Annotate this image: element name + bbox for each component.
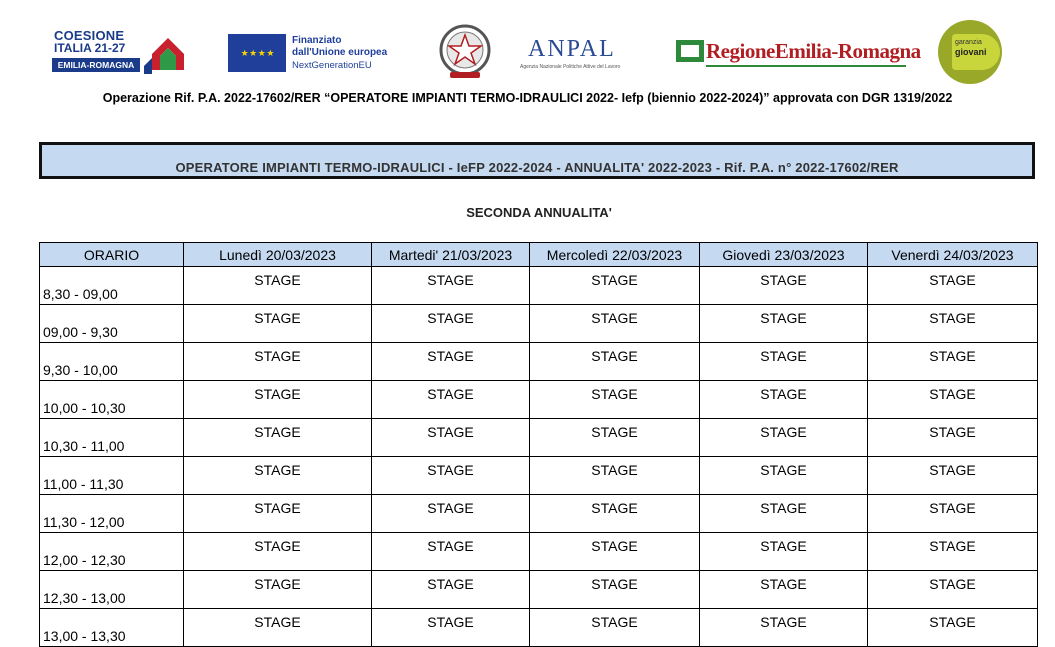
time-slot-cell: 12,00 - 12,30 <box>40 533 184 571</box>
activity-cell: STAGE <box>868 571 1038 609</box>
activity-cell: STAGE <box>530 305 700 343</box>
table-row <box>40 343 1038 381</box>
time-slot-cell: 11,30 - 12,00 <box>40 495 184 533</box>
activity-cell: STAGE <box>372 457 530 495</box>
table-row <box>40 457 1038 495</box>
activity-cell: STAGE <box>530 571 700 609</box>
activity-cell: STAGE <box>372 305 530 343</box>
activity-cell: STAGE <box>372 609 530 647</box>
activity-cell: STAGE <box>184 457 372 495</box>
activity-cell: STAGE <box>372 267 530 305</box>
eu-line2: dall'Unione europea <box>292 47 388 58</box>
activity-cell: STAGE <box>700 533 868 571</box>
time-slot-cell: 9,30 - 10,00 <box>40 343 184 381</box>
table-row <box>40 495 1038 533</box>
course-banner <box>39 142 1035 179</box>
time-slot-cell: 10,00 - 10,30 <box>40 381 184 419</box>
activity-cell: STAGE <box>530 381 700 419</box>
italian-republic-emblem-icon <box>436 22 494 82</box>
activity-cell: STAGE <box>184 305 372 343</box>
activity-cell: STAGE <box>868 343 1038 381</box>
activity-cell: STAGE <box>372 381 530 419</box>
regione-emilia-romagna-logo <box>676 38 921 70</box>
activity-cell: STAGE <box>530 495 700 533</box>
eu-funding-logo <box>228 34 418 74</box>
activity-cell: STAGE <box>372 419 530 457</box>
time-slot-cell: 8,30 - 09,00 <box>40 267 184 305</box>
activity-cell: STAGE <box>372 571 530 609</box>
activity-cell: STAGE <box>530 267 700 305</box>
activity-cell: STAGE <box>184 609 372 647</box>
eu-flag-icon: ★ ★ ★ ★ <box>228 34 286 72</box>
activity-cell: STAGE <box>372 343 530 381</box>
coesione-line3: EMILIA-ROMAGNA <box>52 58 140 72</box>
activity-cell: STAGE <box>700 457 868 495</box>
time-slot-cell: 09,00 - 9,30 <box>40 305 184 343</box>
anpal-subtitle: Agenzia Nazionale Politiche Attive del Lavoro <box>520 64 621 70</box>
activity-cell: STAGE <box>530 533 700 571</box>
coesione-line1: COESIONE <box>54 28 125 43</box>
eu-line3: NextGenerationEU <box>292 60 372 71</box>
activity-cell: STAGE <box>530 609 700 647</box>
coesione-arrow-icon <box>144 30 192 74</box>
activity-cell: STAGE <box>184 381 372 419</box>
regione-mark-icon <box>676 40 704 62</box>
activity-cell: STAGE <box>530 457 700 495</box>
activity-cell: STAGE <box>184 495 372 533</box>
column-header: Mercoledì 22/03/2023 <box>530 243 700 267</box>
activity-cell: STAGE <box>184 419 372 457</box>
time-slot-cell: 10,30 - 11,00 <box>40 419 184 457</box>
activity-cell: STAGE <box>868 267 1038 305</box>
column-header: Lunedì 20/03/2023 <box>184 243 372 267</box>
column-header: Martedi' 21/03/2023 <box>372 243 530 267</box>
activity-cell: STAGE <box>372 495 530 533</box>
annualita-subtitle: SECONDA ANNUALITA' <box>466 205 612 220</box>
regione-underline <box>706 65 906 67</box>
activity-cell: STAGE <box>868 495 1038 533</box>
activity-cell: STAGE <box>868 533 1038 571</box>
garanzia-giovani-logo <box>938 20 1016 84</box>
anpal-logo <box>520 36 648 74</box>
activity-cell: STAGE <box>184 343 372 381</box>
schedule-body <box>40 267 1038 647</box>
time-slot-cell: 13,00 - 13,30 <box>40 609 184 647</box>
activity-cell: STAGE <box>184 267 372 305</box>
table-row <box>40 571 1038 609</box>
activity-cell: STAGE <box>700 609 868 647</box>
activity-cell: STAGE <box>700 419 868 457</box>
activity-cell: STAGE <box>530 419 700 457</box>
garanzia-line2: giovani <box>955 47 987 57</box>
activity-cell: STAGE <box>700 343 868 381</box>
activity-cell: STAGE <box>868 609 1038 647</box>
logo-bar <box>0 0 1055 90</box>
table-header-row <box>40 243 1038 267</box>
table-row <box>40 305 1038 343</box>
activity-cell: STAGE <box>868 305 1038 343</box>
anpal-name: ANPAL <box>528 36 616 62</box>
coesione-italia-logo <box>52 28 194 78</box>
activity-cell: STAGE <box>700 381 868 419</box>
table-row <box>40 533 1038 571</box>
regione-name: RegioneEmilia-Romagna <box>706 39 921 63</box>
activity-cell: STAGE <box>530 343 700 381</box>
column-header: Giovedì 23/03/2023 <box>700 243 868 267</box>
activity-cell: STAGE <box>372 533 530 571</box>
activity-cell: STAGE <box>868 419 1038 457</box>
table-row <box>40 267 1038 305</box>
table-row <box>40 419 1038 457</box>
time-slot-cell: 11,00 - 11,30 <box>40 457 184 495</box>
activity-cell: STAGE <box>868 457 1038 495</box>
coesione-line2: ITALIA 21-27 <box>54 41 126 55</box>
table-row <box>40 381 1038 419</box>
operazione-caption: Operazione Rif. P.A. 2022-17602/RER “OPERATORE IMPIANTI TERMO-IDRAULICI 2022- Iefp (biennio 2022-2024)” approvata con DGR 1319/2022 <box>102 91 953 105</box>
activity-cell: STAGE <box>184 533 372 571</box>
column-header: Venerdì 24/03/2023 <box>868 243 1038 267</box>
activity-cell: STAGE <box>184 571 372 609</box>
activity-cell: STAGE <box>700 267 868 305</box>
activity-cell: STAGE <box>700 495 868 533</box>
table-row <box>40 609 1038 647</box>
schedule-table <box>39 242 1038 647</box>
column-header: ORARIO <box>40 243 184 267</box>
garanzia-line1: garanzia <box>955 39 982 46</box>
activity-cell: STAGE <box>700 305 868 343</box>
time-slot-cell: 12,30 - 13,00 <box>40 571 184 609</box>
activity-cell: STAGE <box>700 571 868 609</box>
eu-line1: Finanziato <box>292 35 342 46</box>
course-banner-text: OPERATORE IMPIANTI TERMO-IDRAULICI - IeFP 2022-2024 - ANNUALITA' 2022-2023 - Rif. P.A. n° 2022-17602/RER <box>175 160 899 175</box>
activity-cell: STAGE <box>868 381 1038 419</box>
